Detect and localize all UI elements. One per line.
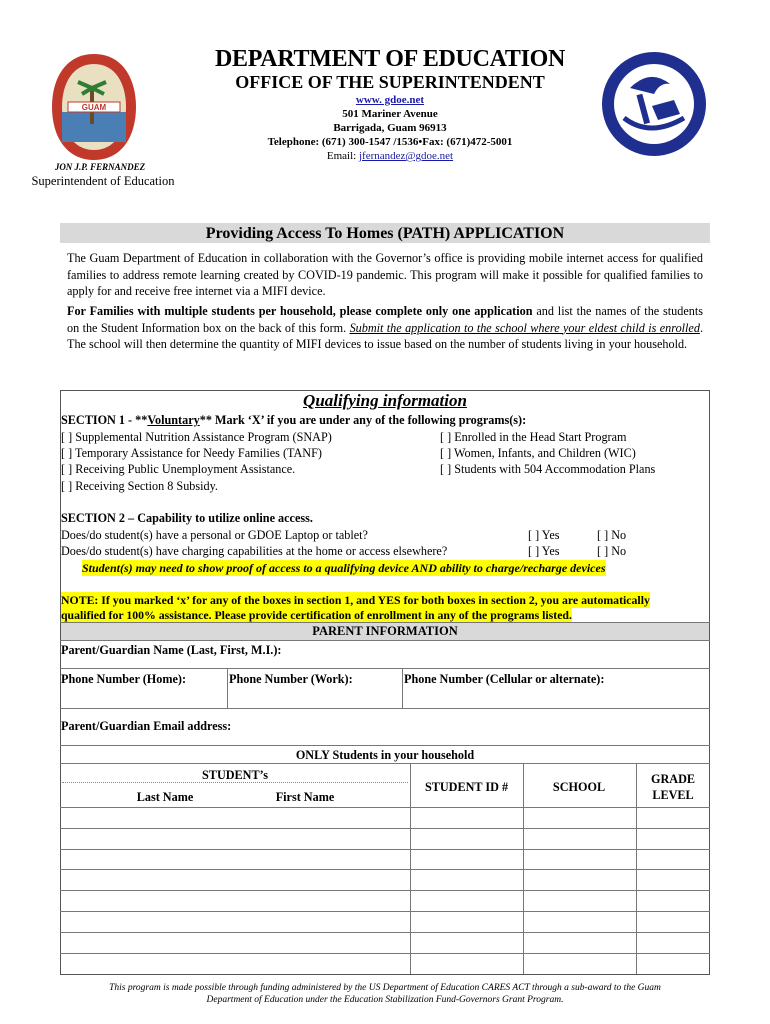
student-row-2[interactable] <box>61 829 409 849</box>
divider <box>62 782 408 783</box>
phone-cell-field[interactable] <box>404 688 704 706</box>
section2-heading: SECTION 2 – Capability to utilize online access. <box>61 511 313 525</box>
students-heading: ONLY Students in your household <box>295 748 475 762</box>
divider <box>60 640 710 641</box>
guam-seal-image <box>48 50 140 164</box>
instructions-text-b: . The school will then determine the quantity of MIFI devices to issue based on the number of students living in your household. <box>67 320 703 352</box>
divider <box>60 763 710 764</box>
student-row-8[interactable] <box>61 954 409 974</box>
grade-header-line-1: GRADE <box>650 772 695 786</box>
instructions-text-a: and list the names of the students on the Student Information box on the back of this form. <box>67 304 703 335</box>
email-line <box>190 150 590 162</box>
divider <box>60 708 710 709</box>
divider <box>402 668 403 708</box>
student-row-7[interactable] <box>61 933 409 953</box>
phone-cell-label: Phone Number (Cellular or alternate): <box>404 672 605 686</box>
phone-home-field[interactable] <box>61 688 225 706</box>
note-line-2: qualified for 100% assistance. Please provide certification of enrollment in any of the programs listed. <box>61 608 572 622</box>
students-label: STUDENT’s <box>202 768 268 782</box>
phone-work-field[interactable] <box>229 688 399 706</box>
option-wic[interactable]: [ ] Women, Infants, and Children (WIC) <box>440 446 636 460</box>
superintendent-title: Superintendent of Education <box>31 174 175 188</box>
option-head-start[interactable]: [ ] Enrolled in the Head Start Program <box>440 430 627 444</box>
section1-heading-a: SECTION 1 - ** <box>61 413 148 427</box>
grade-header-line-2: LEVEL <box>652 788 694 802</box>
question-charging: Does/do student(s) have charging capabilities at the home or access elsewhere? <box>61 544 448 558</box>
student-row-1[interactable] <box>61 808 409 828</box>
address-line-2: Barrigada, Guam 96913 <box>333 122 447 134</box>
office-heading: OFFICE OF THE SUPERINTENDENT <box>235 72 545 92</box>
section1-heading-voluntary: Voluntary <box>147 413 200 427</box>
parent-name-label: Parent/Guardian Name (Last, First, M.I.): <box>61 643 282 657</box>
device-no-checkbox[interactable]: [ ] No <box>597 528 627 542</box>
instructions-underlined: Submit the application to the school where your eldest child is enrolled <box>349 320 700 335</box>
last-name-header: Last Name <box>136 790 194 804</box>
school-header: SCHOOL <box>552 780 606 794</box>
parent-email-field[interactable] <box>270 716 705 736</box>
student-row-4[interactable] <box>61 870 409 890</box>
charging-yes-checkbox[interactable]: [ ] Yes <box>528 544 560 558</box>
section1-heading-b: ** Mark ‘X’ if you are under any of the following programs(s): <box>199 413 527 427</box>
application-title: Providing Access To Homes (PATH) APPLICATION <box>205 225 565 242</box>
parent-info-heading: PARENT INFORMATION <box>312 624 458 638</box>
instructions-bold: For Families with multiple students per household, please complete only one application <box>67 304 533 318</box>
question-device: Does/do student(s) have a personal or GDOE Laptop or tablet? <box>61 528 368 542</box>
divider <box>227 668 228 708</box>
divider <box>60 745 710 746</box>
instructions-paragraph <box>67 303 703 353</box>
phone-home-label: Phone Number (Home): <box>61 672 187 686</box>
email-label: Email: <box>326 150 357 162</box>
website-link[interactable]: www. gdoe.net <box>355 94 425 106</box>
footer-line-1: This program is made possible through funding administered by the US Department of Education CARES ACT through a sub-award to the Guam <box>109 983 661 993</box>
student-row-6[interactable] <box>61 912 409 932</box>
department-heading: DEPARTMENT OF EDUCATION <box>214 46 566 72</box>
device-yes-checkbox[interactable]: [ ] Yes <box>528 528 560 542</box>
department-of-education-logo <box>600 48 708 160</box>
charging-no-checkbox[interactable]: [ ] No <box>597 544 627 558</box>
option-snap[interactable]: [ ] Supplemental Nutrition Assistance Program (SNAP) <box>61 430 332 444</box>
student-id-header: STUDENT ID # <box>424 780 509 794</box>
student-row-5[interactable] <box>61 891 409 911</box>
qualifying-title: Qualifying information <box>303 391 467 410</box>
option-unemployment[interactable]: [ ] Receiving Public Unemployment Assistance. <box>61 462 296 476</box>
section1-heading <box>61 412 526 428</box>
address-line-1: 501 Mariner Avenue <box>342 108 438 120</box>
email-link[interactable]: jfernandez@gdoe.net <box>358 150 454 162</box>
option-tanf[interactable]: [ ] Temporary Assistance for Needy Families (TANF) <box>61 446 322 460</box>
divider <box>60 668 710 669</box>
proof-note: Student(s) may need to show proof of access to a qualifying device AND ability to charge/recharge devices <box>82 561 606 575</box>
note-line-1: NOTE: If you marked ‘x’ for any of the boxes in section 1, and YES for both boxes in section 2, you are automatically <box>61 593 650 607</box>
intro-paragraph: The Guam Department of Education in collaboration with the Governor’s office is providing mobile internet access for qualified families to address remote learning created by COVID-19 pandemic. This program will make it possible for qualified families to apply for and receive free internet via a MIFI device. <box>67 251 703 299</box>
footer-note <box>60 982 710 1006</box>
phone-work-label: Phone Number (Work): <box>229 672 353 686</box>
first-name-header: First Name <box>275 790 335 804</box>
seal-banner: GUAM <box>81 103 107 112</box>
application-title-bar <box>60 223 710 243</box>
superintendent-name: JON J.P. FERNANDEZ <box>54 162 146 172</box>
parent-info-band <box>61 623 709 640</box>
parent-email-label: Parent/Guardian Email address: <box>61 719 232 733</box>
option-section8[interactable]: [ ] Receiving Section 8 Subsidy. <box>61 479 218 493</box>
footer-line-2: Department of Education under the Education Stabilization Fund-Governors Grant Program. <box>206 995 564 1005</box>
option-504[interactable]: [ ] Students with 504 Accommodation Plans <box>440 462 656 476</box>
student-row-3[interactable] <box>61 850 409 869</box>
phone-fax-line: Telephone: (671) 300-1547 /1536•Fax: (671)472-5001 <box>267 136 513 148</box>
parent-name-field[interactable] <box>330 642 705 666</box>
